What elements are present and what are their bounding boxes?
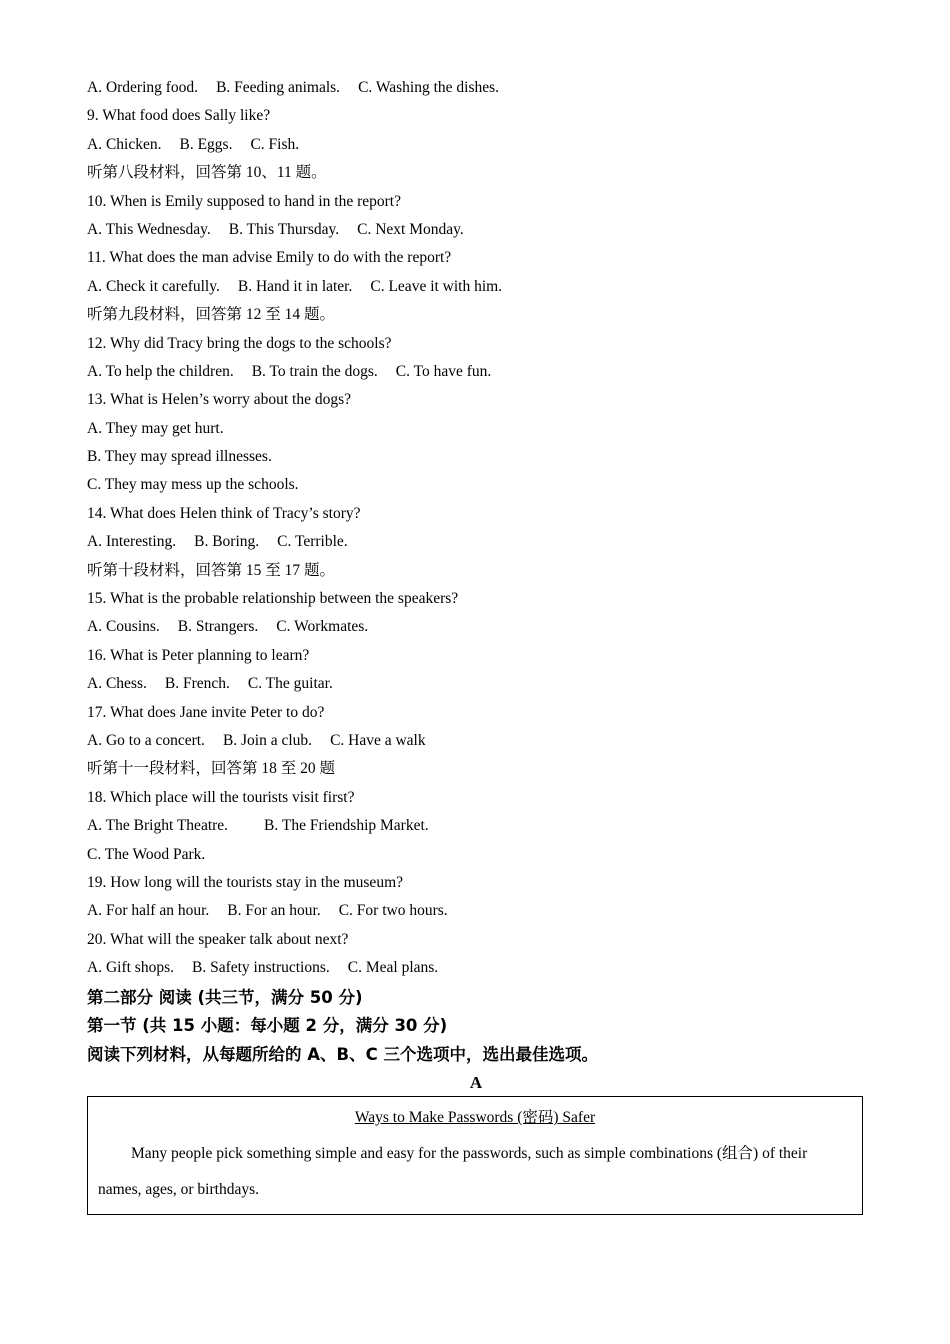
answer-option: C. The guitar. (247, 675, 333, 693)
question-list (87, 78, 865, 1072)
answer-option: B. French. (164, 675, 230, 693)
passage-box (87, 1096, 863, 1215)
answer-option: B. Hand it in later. (237, 277, 353, 295)
answer-option: C. To have fun. (395, 362, 492, 380)
question-text: B. They may spread illnesses. (87, 448, 272, 466)
question-text: 13. What is Helen’s worry about the dogs? (87, 391, 352, 409)
answer-option: B. Safety instructions. (191, 959, 330, 977)
answer-option: A. Gift shops. (87, 959, 174, 977)
answer-option: A. Cousins. (87, 618, 160, 636)
answer-option: C. Next Monday. (357, 220, 464, 238)
question-text: 听第九段材料，回答第 12 至 14 题。 (87, 306, 336, 324)
question-text: 听第十一段材料，回答第 18 至 20 题 (87, 760, 336, 778)
answer-options-row (87, 532, 865, 560)
question-text: 20. What will the speaker talk about next? (87, 930, 349, 948)
question-text: C. The Wood Park. (87, 845, 206, 863)
answer-options-row (87, 277, 865, 305)
answer-option: C. Leave it with him. (370, 277, 503, 295)
question-text: C. They may mess up the schools. (87, 476, 299, 494)
question-text: 9. What food does Sally like? (87, 107, 271, 125)
question-text: 19. How long will the tourists stay in the museum? (87, 873, 404, 891)
answer-options-row (87, 816, 865, 844)
answer-options-row (87, 135, 865, 163)
answer-option: A. For half an hour. (87, 902, 210, 920)
section-heading: 第一节 (共 15 小题：每小题 2 分，满分 30 分) (87, 1016, 448, 1036)
section-heading: 阅读下列材料，从每题所给的 A、B、C 三个选项中，选出最佳选项。 (87, 1044, 598, 1064)
question-text: 14. What does Helen think of Tracy’s story? (87, 504, 361, 522)
answer-option: B. Strangers. (177, 618, 259, 636)
answer-options-row (87, 617, 865, 645)
answer-options-row (87, 958, 865, 986)
question-text: 12. Why did Tracy bring the dogs to the schools? (87, 334, 392, 352)
answer-options-row (87, 901, 865, 929)
answer-option: B. Feeding animals. (216, 79, 341, 96)
answer-option: A. Ordering food. (87, 79, 199, 96)
answer-option: C. Workmates. (276, 618, 369, 636)
answer-option: A. Interesting. (87, 533, 177, 551)
answer-option: B. The Friendship Market. (264, 817, 429, 835)
exam-page (87, 78, 865, 1215)
section-letter: A (469, 1073, 483, 1093)
answer-option: B. This Thursday. (228, 220, 340, 238)
answer-option: A. Check it carefully. (87, 277, 220, 295)
answer-option: A. The Bright Theatre. (87, 817, 229, 835)
question-text: 10. When is Emily supposed to hand in the report? (87, 192, 401, 210)
answer-option: C. Washing the dishes. (358, 79, 500, 96)
answer-options-row (87, 674, 865, 702)
answer-options-row (87, 220, 865, 248)
question-text: 17. What does Jane invite Peter to do? (87, 703, 325, 721)
answer-option: A. Chicken. (87, 135, 162, 153)
answer-option: C. Fish. (250, 135, 300, 153)
question-text: 18. Which place will the tourists visit first? (87, 788, 355, 806)
answer-option: C. Terrible. (277, 533, 348, 551)
answer-option: C. Have a walk (330, 731, 426, 749)
answer-options-row (87, 362, 865, 390)
question-text: A. They may get hurt. (87, 419, 224, 437)
answer-option: A. Chess. (87, 675, 147, 693)
section-heading: 第二部分 阅读 (共三节，满分 50 分) (87, 987, 363, 1007)
answer-option: C. Meal plans. (347, 959, 439, 977)
answer-option: C. For two hours. (338, 902, 448, 920)
answer-option: B. Eggs. (179, 135, 233, 153)
answer-option: B. Join a club. (222, 731, 313, 749)
answer-option: B. To train the dogs. (251, 362, 378, 380)
question-text: 听第八段材料，回答第 10、11 题。 (87, 164, 327, 182)
answer-option: A. This Wednesday. (87, 220, 211, 238)
answer-option: B. For an hour. (227, 902, 321, 920)
answer-option: A. Go to a concert. (87, 731, 205, 749)
answer-options-row (87, 78, 865, 106)
answer-option: A. To help the children. (87, 362, 234, 380)
passage-paragraph: Many people pick something simple and easy for the passwords, such as simple combinations (组合) of their names, ages, or birthdays. (98, 1145, 808, 1199)
question-text: 15. What is the probable relationship between the speakers? (87, 590, 459, 608)
passage-title: Ways to Make Passwords (密码) Safer (354, 1109, 596, 1127)
answer-option: B. Boring. (194, 533, 260, 551)
question-text: 听第十段材料，回答第 15 至 17 题。 (87, 561, 336, 579)
answer-options-row (87, 731, 865, 759)
question-text: 16. What is Peter planning to learn? (87, 646, 310, 664)
question-text: 11. What does the man advise Emily to do with the report? (87, 249, 452, 267)
